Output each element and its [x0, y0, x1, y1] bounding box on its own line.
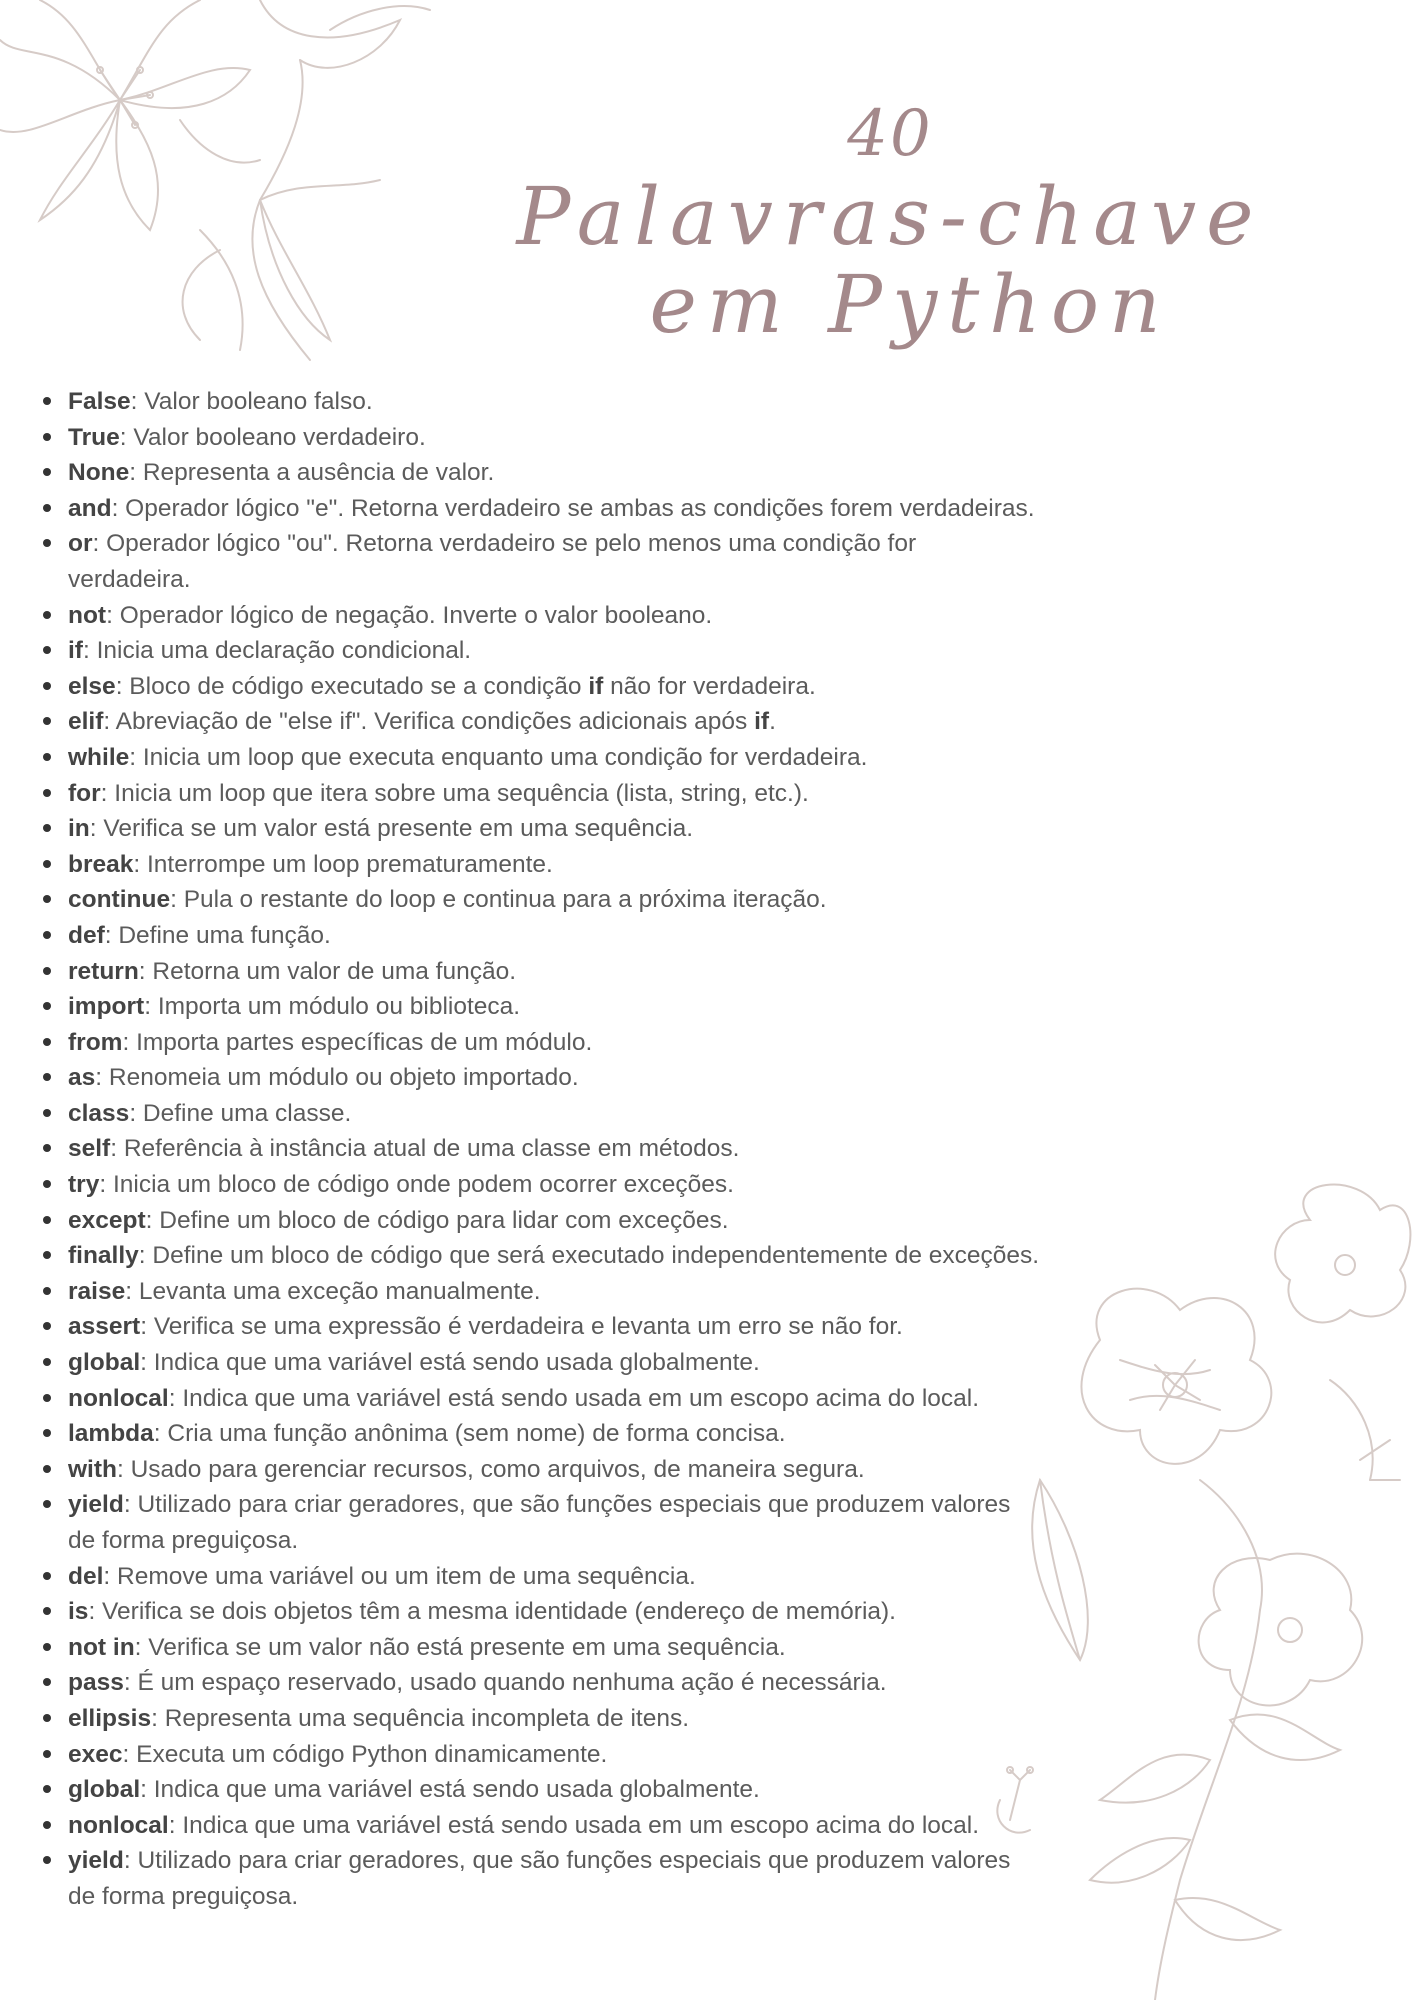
keyword-description: : Define uma classe.	[129, 1099, 352, 1127]
keyword-name: while	[68, 743, 130, 771]
list-item	[40, 1167, 1040, 1203]
keyword-description: : Pula o restante do loop e continua para a próxima iteração.	[170, 886, 827, 914]
list-item	[40, 1772, 1040, 1808]
keyword-description: : Inicia uma declaração condicional.	[82, 637, 472, 665]
keyword-name: not in	[68, 1633, 135, 1661]
keyword-name: global	[68, 1776, 141, 1804]
keyword-description: .	[769, 708, 776, 736]
keyword-description: : Verifica se um valor não está presente em uma sequência.	[134, 1633, 786, 1661]
list-item	[40, 1630, 1040, 1666]
list-item	[40, 1309, 1040, 1345]
keyword-description: : Define um bloco de código para lidar com exceções.	[145, 1206, 729, 1234]
keyword-name: is	[68, 1598, 89, 1626]
list-item	[40, 1203, 1040, 1239]
inline-keyword: if	[754, 708, 770, 736]
list-item	[40, 1096, 1040, 1132]
list-item	[40, 526, 1040, 597]
list-item	[40, 1452, 1040, 1488]
list-item	[40, 491, 1040, 527]
list-item	[40, 1701, 1040, 1737]
list-item	[40, 1808, 1040, 1844]
list-item	[40, 384, 1040, 420]
keyword-name: raise	[68, 1277, 126, 1305]
keyword-name: assert	[68, 1313, 141, 1341]
keyword-description: : Representa a ausência de valor.	[129, 459, 495, 487]
keyword-description: : Representa uma sequência incompleta de itens.	[151, 1704, 690, 1732]
list-item	[40, 633, 1040, 669]
list-item	[40, 918, 1040, 954]
keyword-name: return	[68, 957, 139, 985]
keyword-name: continue	[68, 886, 171, 914]
list-item	[40, 1131, 1040, 1167]
title-number: 40	[847, 97, 933, 171]
list-item	[40, 1559, 1040, 1595]
keyword-name: break	[68, 850, 134, 878]
keyword-name: or	[68, 530, 93, 558]
list-item	[40, 1737, 1040, 1773]
keyword-description: : Operador lógico de negação. Inverte o valor booleano.	[106, 601, 713, 629]
list-item	[40, 704, 1040, 740]
keyword-description: : Indica que uma variável está sendo usada globalmente.	[140, 1349, 760, 1377]
list-item	[40, 1060, 1040, 1096]
keyword-name: elif	[68, 708, 104, 736]
keyword-description: : Inicia um bloco de código onde podem ocorrer exceções.	[99, 1171, 734, 1199]
keyword-description: : Operador lógico "e". Retorna verdadeiro se ambas as condições forem verdadeiras.	[111, 494, 1035, 522]
keyword-description: : É um espaço reservado, usado quando nenhuma ação é necessária.	[123, 1669, 887, 1697]
keyword-name: else	[68, 672, 116, 700]
keyword-name: del	[68, 1562, 104, 1590]
keyword-name: self	[68, 1135, 111, 1163]
keyword-description: : Valor booleano falso.	[130, 388, 373, 415]
keyword-name: class	[68, 1099, 130, 1127]
keyword-name: for	[68, 779, 101, 807]
keyword-name: in	[68, 815, 90, 843]
keyword-name: def	[68, 921, 105, 949]
keyword-description: : Importa partes específicas de um módulo.	[122, 1028, 593, 1056]
list-item	[40, 1238, 1040, 1274]
keyword-name: yield	[68, 1847, 124, 1875]
keyword-name: ellipsis	[68, 1704, 152, 1732]
keyword-name: not	[68, 601, 107, 629]
keyword-description: : Indica que uma variável está sendo usada em um escopo acima do local.	[168, 1384, 980, 1412]
keyword-name: import	[68, 993, 145, 1021]
keyword-description: : Executa um código Python dinamicamente.	[122, 1740, 608, 1768]
list-item	[40, 776, 1040, 812]
keyword-description: : Remove uma variável ou um item de uma sequência.	[103, 1562, 696, 1590]
keyword-name: and	[68, 494, 112, 522]
keyword-description: : Operador lógico "ou". Retorna verdadeiro se pelo menos uma condição for verdadeira.	[68, 530, 917, 593]
list-item	[40, 989, 1040, 1025]
list-item	[40, 811, 1040, 847]
keyword-list	[40, 384, 1040, 1915]
keyword-description: : Abreviação de "else if". Verifica condições adicionais após	[103, 708, 755, 736]
keyword-description: : Levanta uma exceção manualmente.	[125, 1277, 541, 1305]
list-item	[40, 669, 1040, 705]
keyword-name: False	[68, 388, 131, 415]
keyword-name: yield	[68, 1491, 124, 1519]
keyword-name: with	[68, 1455, 117, 1483]
list-item	[40, 1025, 1040, 1061]
list-item	[40, 1345, 1040, 1381]
list-item	[40, 1665, 1040, 1701]
keyword-description: : Utilizado para criar geradores, que são funções especiais que produzem valores de forma preguiçosa.	[68, 1847, 1011, 1910]
keyword-description: : Usado para gerenciar recursos, como arquivos, de maneira segura.	[117, 1455, 865, 1483]
keyword-name: pass	[68, 1669, 124, 1697]
keyword-description: : Indica que uma variável está sendo usada globalmente.	[140, 1776, 760, 1804]
list-item	[40, 1274, 1040, 1310]
keyword-description: : Interrompe um loop prematuramente.	[133, 850, 553, 878]
title-line-keywords: Palavras-chave	[516, 170, 1264, 263]
keyword-description: : Referência à instância atual de uma classe em métodos.	[110, 1135, 740, 1163]
list-item	[40, 1843, 1040, 1914]
list-item	[40, 954, 1040, 990]
keyword-description: : Importa um módulo ou biblioteca.	[144, 993, 521, 1021]
title-line-python: em Python	[649, 258, 1171, 351]
keyword-description: : Verifica se um valor está presente em uma sequência.	[89, 815, 694, 843]
list-item	[40, 1594, 1040, 1630]
keyword-description: : Valor booleano verdadeiro.	[119, 423, 426, 451]
keyword-name: lambda	[68, 1420, 154, 1448]
keyword-name: except	[68, 1206, 146, 1234]
keyword-name: try	[68, 1171, 100, 1199]
keyword-name: from	[68, 1028, 123, 1056]
keyword-description: : Verifica se dois objetos têm a mesma identidade (endereço de memória).	[88, 1598, 896, 1626]
list-item	[40, 882, 1040, 918]
hibiscus-flower-illustration	[980, 1180, 1414, 2000]
keyword-name: nonlocal	[68, 1384, 169, 1412]
keyword-description: : Define uma função.	[104, 921, 331, 949]
keyword-description: : Indica que uma variável está sendo usada em um escopo acima do local.	[168, 1811, 980, 1839]
keyword-description: : Bloco de código executado se a condição	[115, 672, 589, 700]
keyword-name: as	[68, 1064, 96, 1092]
keyword-description: : Renomeia um módulo ou objeto importado.	[95, 1064, 579, 1092]
keyword-description: : Cria uma função anônima (sem nome) de forma concisa.	[153, 1420, 786, 1448]
lily-flower-illustration	[0, 0, 440, 380]
list-item	[40, 455, 1040, 491]
inline-keyword: if	[588, 672, 604, 700]
keyword-name: nonlocal	[68, 1811, 169, 1839]
list-item	[40, 598, 1040, 634]
keyword-description: não for verdadeira.	[603, 672, 816, 700]
keyword-name: global	[68, 1349, 141, 1377]
keyword-name: if	[68, 637, 83, 665]
list-item	[40, 420, 1040, 456]
keyword-name: None	[68, 459, 130, 487]
keyword-description: : Inicia um loop que itera sobre uma sequência (lista, string, etc.).	[100, 779, 809, 807]
list-item	[40, 1487, 1040, 1558]
keyword-name: finally	[68, 1242, 139, 1270]
keyword-description: : Verifica se uma expressão é verdadeira e levanta um erro se não for.	[140, 1313, 903, 1341]
keyword-description: : Inicia um loop que executa enquanto uma condição for verdadeira.	[129, 743, 868, 771]
keyword-name: exec	[68, 1740, 123, 1768]
keyword-description: : Retorna um valor de uma função.	[138, 957, 517, 985]
keyword-name: True	[68, 423, 120, 451]
page-title	[500, 95, 1280, 355]
keyword-description: : Utilizado para criar geradores, que são funções especiais que produzem valores de forma preguiçosa.	[68, 1491, 1011, 1554]
list-item	[40, 847, 1040, 883]
list-item	[40, 1416, 1040, 1452]
list-item	[40, 740, 1040, 776]
keyword-description: : Define um bloco de código que será executado independentemente de exceções.	[138, 1242, 1040, 1270]
list-item	[40, 1381, 1040, 1417]
